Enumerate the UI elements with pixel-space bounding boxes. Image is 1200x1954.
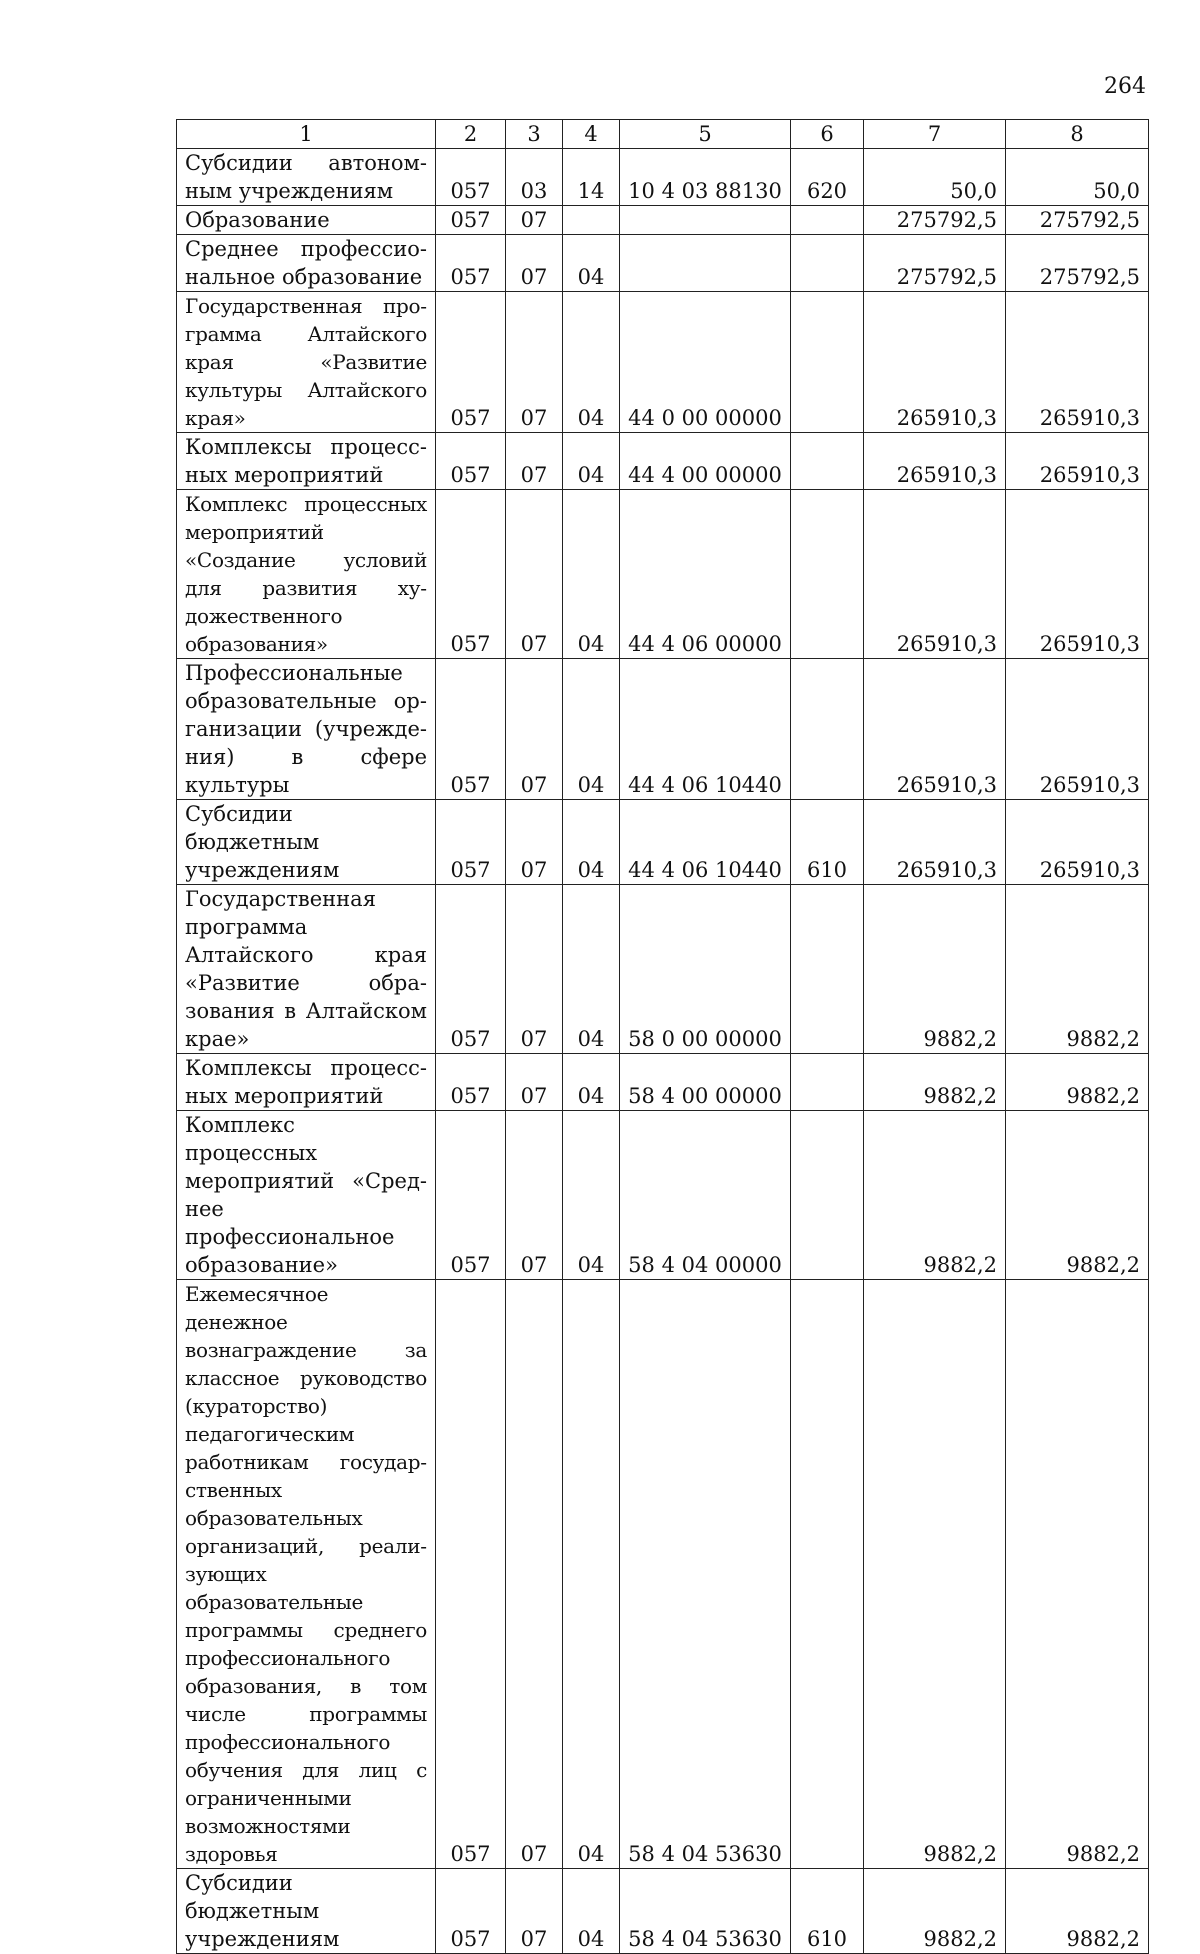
cell-expense-type (791, 885, 864, 1054)
cell-subsection: 04 (563, 659, 620, 800)
cell-expense-type: 610 (791, 800, 864, 885)
table-row (177, 490, 1149, 659)
cell-subsection (563, 206, 620, 235)
cell-target-article: 44 0 00 00000 (620, 292, 791, 433)
cell-section: 07 (506, 1869, 563, 1954)
cell-name: Государственная программа Алтайского края «Развитие образования в Алтайском крае» (177, 885, 436, 1054)
cell-name: Комплексы процессных мероприятий (177, 1054, 436, 1111)
cell-admin-code: 057 (436, 1111, 506, 1280)
cell-name: Образование (177, 206, 436, 235)
cell-admin-code: 057 (436, 149, 506, 206)
cell-subsection: 04 (563, 292, 620, 433)
cell-name: Комплекс процессных мероприятий «Среднее профессиональное образование» (177, 1111, 436, 1280)
cell-expense-type (791, 1111, 864, 1280)
cell-expense-type (791, 235, 864, 292)
cell-target-article: 58 4 04 00000 (620, 1111, 791, 1280)
cell-target-article: 10 4 03 88130 (620, 149, 791, 206)
cell-section: 07 (506, 1111, 563, 1280)
cell-subsection: 04 (563, 1869, 620, 1954)
cell-admin-code: 057 (436, 1280, 506, 1869)
cell-expense-type (791, 490, 864, 659)
cell-amount-2: 275792,5 (1006, 206, 1149, 235)
cell-subsection: 04 (563, 235, 620, 292)
cell-subsection: 04 (563, 1280, 620, 1869)
cell-admin-code: 057 (436, 1054, 506, 1111)
cell-target-article: 58 0 00 00000 (620, 885, 791, 1054)
cell-amount-2: 9882,2 (1006, 1111, 1149, 1280)
cell-name: Государственная программа Алтайского края «Развитие культуры Алтайского края» (177, 292, 436, 433)
table-row (177, 659, 1149, 800)
cell-section: 07 (506, 433, 563, 490)
cell-amount-1: 265910,3 (864, 292, 1006, 433)
header-cell-8: 8 (1006, 120, 1149, 149)
cell-admin-code: 057 (436, 1869, 506, 1954)
cell-name: Профессиональные образовательные организации (учреждения) в сфере культуры (177, 659, 436, 800)
cell-expense-type (791, 1280, 864, 1869)
cell-name: Субсидии бюджетным учреждениям (177, 1869, 436, 1954)
cell-subsection: 04 (563, 1111, 620, 1280)
cell-amount-2: 9882,2 (1006, 1280, 1149, 1869)
cell-admin-code: 057 (436, 490, 506, 659)
cell-amount-1: 275792,5 (864, 235, 1006, 292)
table-row (177, 235, 1149, 292)
cell-amount-2: 9882,2 (1006, 1869, 1149, 1954)
cell-amount-2: 275792,5 (1006, 235, 1149, 292)
cell-expense-type (791, 433, 864, 490)
cell-amount-1: 9882,2 (864, 1280, 1006, 1869)
cell-name: Среднее профессиональное образование (177, 235, 436, 292)
cell-section: 07 (506, 1054, 563, 1111)
table-row (177, 206, 1149, 235)
cell-section: 07 (506, 1280, 563, 1869)
cell-amount-1: 265910,3 (864, 659, 1006, 800)
cell-target-article: 44 4 06 10440 (620, 659, 791, 800)
cell-amount-2: 9882,2 (1006, 1054, 1149, 1111)
cell-amount-2: 50,0 (1006, 149, 1149, 206)
cell-section: 07 (506, 885, 563, 1054)
header-cell-6: 6 (791, 120, 864, 149)
cell-name: Ежемесячное денежное вознаграждение за классное руководство (кураторство) педагогическим работникам государственных образовательных организаций, реализующих образовательные программы среднего профессионального образования, в том числе программы профессионального обучения для лиц с ограниченными возможностями здоровья (177, 1280, 436, 1869)
cell-name: Комплексы процессных мероприятий (177, 433, 436, 490)
cell-target-article: 58 4 04 53630 (620, 1280, 791, 1869)
cell-amount-2: 265910,3 (1006, 433, 1149, 490)
cell-amount-2: 265910,3 (1006, 800, 1149, 885)
header-row (177, 120, 1149, 149)
table-row (177, 433, 1149, 490)
table-row (177, 1054, 1149, 1111)
cell-amount-2: 9882,2 (1006, 885, 1149, 1054)
cell-amount-1: 9882,2 (864, 1111, 1006, 1280)
cell-amount-2: 265910,3 (1006, 490, 1149, 659)
cell-subsection: 04 (563, 433, 620, 490)
table-row (177, 1111, 1149, 1280)
cell-amount-1: 50,0 (864, 149, 1006, 206)
header-cell-2: 2 (436, 120, 506, 149)
cell-subsection: 04 (563, 1054, 620, 1111)
cell-expense-type: 610 (791, 1869, 864, 1954)
cell-target-article: 44 4 00 00000 (620, 433, 791, 490)
cell-admin-code: 057 (436, 292, 506, 433)
cell-target-article: 58 4 04 53630 (620, 1869, 791, 1954)
header-cell-7: 7 (864, 120, 1006, 149)
cell-target-article: 44 4 06 00000 (620, 490, 791, 659)
cell-section: 07 (506, 292, 563, 433)
cell-amount-2: 265910,3 (1006, 292, 1149, 433)
table-row (177, 149, 1149, 206)
header-cell-1: 1 (177, 120, 436, 149)
cell-section: 07 (506, 659, 563, 800)
header-cell-4: 4 (563, 120, 620, 149)
cell-admin-code: 057 (436, 659, 506, 800)
cell-subsection: 04 (563, 885, 620, 1054)
table-row (177, 1869, 1149, 1954)
cell-expense-type (791, 1054, 864, 1111)
cell-amount-2: 265910,3 (1006, 659, 1149, 800)
cell-admin-code: 057 (436, 235, 506, 292)
cell-amount-1: 9882,2 (864, 885, 1006, 1054)
cell-amount-1: 265910,3 (864, 490, 1006, 659)
cell-name: Комплекс процессных мероприятий «Создание условий для развития художественного образования» (177, 490, 436, 659)
page-number: 264 (1104, 74, 1146, 99)
cell-subsection: 04 (563, 800, 620, 885)
cell-amount-1: 265910,3 (864, 800, 1006, 885)
cell-amount-1: 9882,2 (864, 1054, 1006, 1111)
cell-subsection: 04 (563, 490, 620, 659)
cell-target-article: 44 4 06 10440 (620, 800, 791, 885)
cell-subsection: 14 (563, 149, 620, 206)
cell-expense-type (791, 206, 864, 235)
table-row (177, 1280, 1149, 1869)
cell-admin-code: 057 (436, 433, 506, 490)
cell-section: 03 (506, 149, 563, 206)
budget-table (176, 119, 1149, 1954)
cell-section: 07 (506, 235, 563, 292)
header-cell-3: 3 (506, 120, 563, 149)
table-row (177, 885, 1149, 1054)
cell-name: Субсидии автономным учреждениям (177, 149, 436, 206)
cell-admin-code: 057 (436, 206, 506, 235)
cell-amount-1: 9882,2 (864, 1869, 1006, 1954)
cell-target-article: 58 4 00 00000 (620, 1054, 791, 1111)
cell-section: 07 (506, 490, 563, 659)
cell-admin-code: 057 (436, 800, 506, 885)
cell-section: 07 (506, 206, 563, 235)
table-row (177, 292, 1149, 433)
header-cell-5: 5 (620, 120, 791, 149)
cell-amount-1: 265910,3 (864, 433, 1006, 490)
cell-name: Субсидии бюджетным учреждениям (177, 800, 436, 885)
cell-amount-1: 275792,5 (864, 206, 1006, 235)
cell-expense-type: 620 (791, 149, 864, 206)
cell-target-article (620, 235, 791, 292)
cell-expense-type (791, 659, 864, 800)
cell-target-article (620, 206, 791, 235)
cell-section: 07 (506, 800, 563, 885)
table-row (177, 800, 1149, 885)
cell-expense-type (791, 292, 864, 433)
cell-admin-code: 057 (436, 885, 506, 1054)
